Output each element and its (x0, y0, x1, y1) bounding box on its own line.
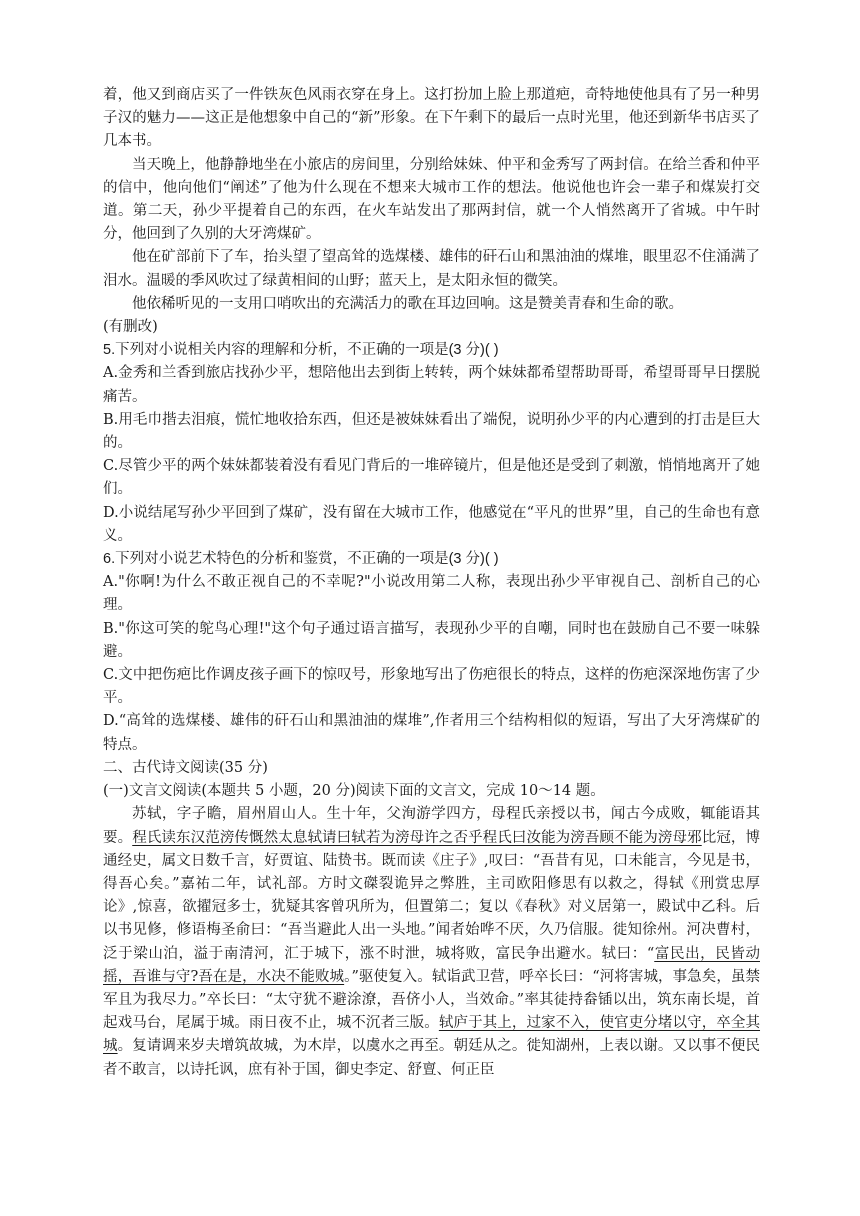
question-5-option-a: A.金秀和兰香到旅店找孙少平，想陪他出去到街上转转，两个妹妹都希望帮助哥哥，希望哥哥早日摆脱痛苦。 (103, 365, 760, 405)
classical-text: 。复请调来岁夫增筑故城，为木岸，以虞水之再至。朝廷从之。徙知湖州，上表以谢。又以事不便民者不敢言，以诗托讽，庶有补于国，御史李定、舒亶、何正臣 (103, 1038, 761, 1078)
story-paragraph: 他依稀听见的一支用口哨吹出的充满活力的歌在耳边回响。这是赞美青春和生命的歌。 (132, 295, 683, 312)
story-paragraph: 着，他又到商店买了一件铁灰色风雨衣穿在身上。这打扮加上脸上那道疤，奇特地使他具有了另一种男子汉的魅力——这正是他想象中自己的“新”形象。在下午剩下的最后一点时光里，他还到新华书店买了几本书。 (103, 87, 760, 150)
question-5-option-b: B.用毛巾揩去泪痕，慌忙地收拾东西，但还是被妹妹看出了端倪，说明孙少平的内心遭到的打击是巨大的。 (103, 411, 760, 452)
classical-text: 。”驱使复入。轼诣武卫营，呼卒长曰：“河将害城，事急矣，虽禁军且为我尽力。”卒长曰：“太守犹不避涂潦，吾侪小人，当效命。”率其徒持畚锸以出，筑东南长堤，首起戏马台，尾属于城。雨日夜不止，城不沉者三版。 (103, 968, 760, 1032)
document-page (103, 84, 760, 1082)
question-6-option-c: C.文中把伤疤比作调皮孩子画下的惊叹号，形象地写出了伤疤很长的特点，这样的伤疤深深地伤害了少平。 (103, 667, 760, 707)
underlined-sentence: 轼庐于其上，过家不入，使官吏分堵以守，卒全其城 (103, 1015, 761, 1055)
question-6-option-d: D.“高耸的选煤楼、雄伟的矸石山和黑油油的煤堆”,作者用三个结构相似的短语，写出了大牙湾煤矿的特点。 (103, 713, 760, 753)
question-6-stem: 6.下列对小说艺术特色的分析和鉴赏，不正确的一项是(3 分)( ) (103, 551, 499, 568)
underlined-sentence: 程氏读东汉范滂传慨然太息轼请曰轼若为滂母许之否乎程氏曰汝能为滂吾顾不能为滂母邪 (132, 829, 702, 846)
classical-text: 苏轼，字子瞻，眉州眉山人。生十年，父洵游学四方，母程氏亲授以书，闻古今成败，辄能语其要。 (103, 806, 760, 846)
section-heading: 二、古代诗文阅读(35 分) (103, 759, 268, 776)
question-6-option-b: B."你这可笑的鸵鸟心理!"这个句子通过语言描写，表现孙少平的自嘲，同时也在鼓励自己不要一味躲避。 (103, 620, 760, 660)
question-5-option-c: C.尽管少平的两个妹妹都装着没有看见门背后的一堆碎镜片，但是他还是受到了刺激，悄悄地离开了她们。 (103, 458, 760, 498)
section-subheading: (一)文言文阅读(本题共 5 小题，20 分)阅读下面的文言文，完成 10～14 题。 (103, 783, 605, 800)
question-6-option-a: A."你啊!为什么不敢正视自己的不幸呢?"小说改用第二人称，表现出孙少平审视自己、剖析自己的心理。 (103, 574, 760, 614)
edit-note: (有删改) (103, 319, 158, 336)
story-paragraph: 他在矿部前下了车，抬头望了望高耸的选煤楼、雄伟的矸石山和黑油油的煤堆，眼里忍不住涌满了泪水。温暖的季风吹过了绿黄相间的山野；蓝天上，是太阳永恒的微笑。 (103, 249, 760, 289)
question-5-option-d: D.小说结尾写孙少平回到了煤矿，没有留在大城市工作，他感觉在“平凡的世界”里，自己的生命也有意义。 (103, 504, 760, 544)
classical-text-paragraph (103, 803, 760, 1081)
underlined-sentence: 富民出，民皆动摇，吾谁与守?吾在是，水决不能败城 (103, 945, 760, 985)
question-5-stem: 5.下列对小说相关内容的理解和分析，不正确的一项是(3 分)( ) (103, 342, 499, 359)
story-paragraph: 当天晚上，他静静地坐在小旅店的房间里，分别给妹妹、仲平和金秀写了两封信。在给兰香和仲平的信中，他向他们“阐述”了他为什么现在不想来大城市工作的想法。他说他也许会一辈子和煤炭打交道。第二天，孙少平提着自己的东西，在火车站发出了那两封信，就一个人悄然离开了省城。中午时分，他回到了久别的大牙湾煤矿。 (103, 156, 760, 243)
classical-text: 比冠，博通经史，属文日数千言，好贾谊、陆贽书。既而读《庄子》,叹曰：“吾昔有见，口未能言，今见是书，得吾心矣。”嘉祐二年，试礼部。方时文磔裂诡异之弊胜，主司欧阳修思有以救之，得轼《刑赏忠厚论》,惊喜，欲擢冠多士，犹疑其客曾巩所为，但置第二；复以《春秋》对义居第一，殿试中乙科。后以书见修，修语梅圣俞曰：“吾当避此人出一头地。”闻者始哗不厌，久乃信服。徙知徐州。河决曹村，泛于梁山泊，溢于南清河，汇于城下，涨不时泄，城将败，富民争出避水。轼曰：“ (103, 829, 761, 962)
